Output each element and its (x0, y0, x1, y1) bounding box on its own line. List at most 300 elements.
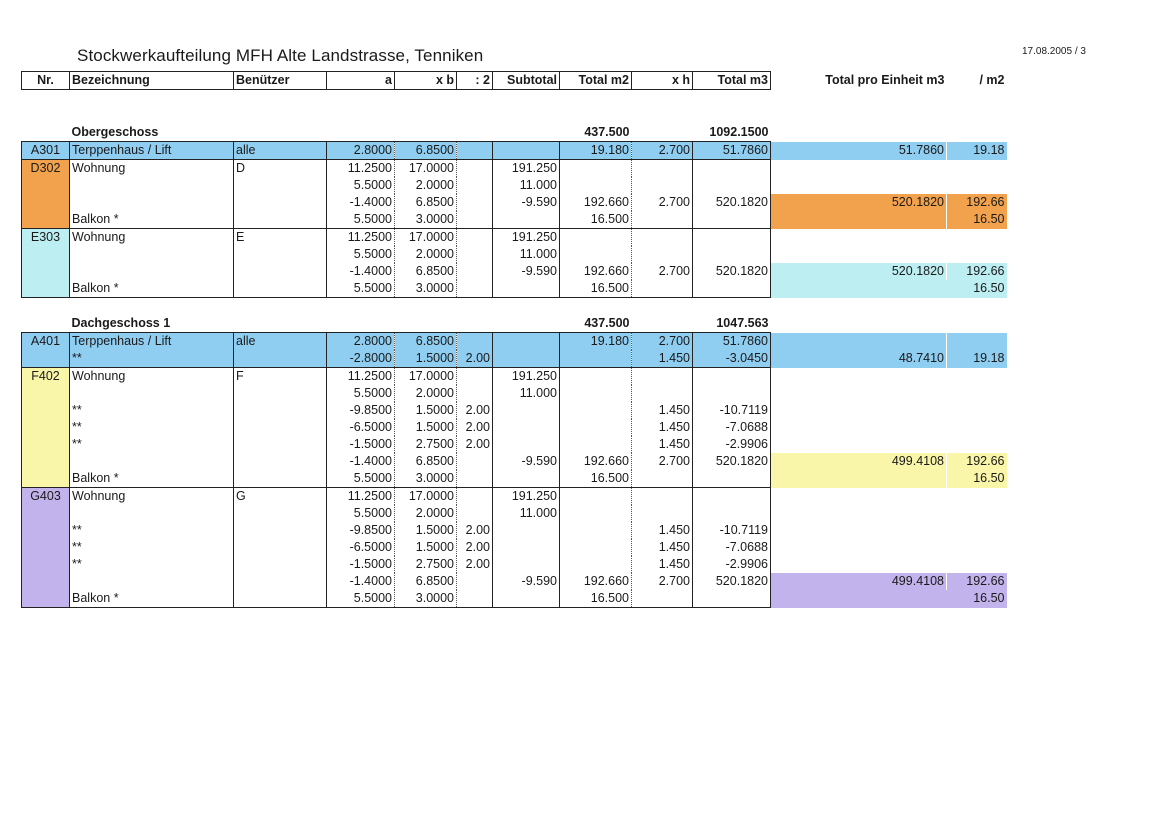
einheit-m2-cell (947, 402, 1007, 419)
xh-cell (632, 298, 693, 316)
einheit-m2-cell (947, 505, 1007, 522)
total-m3-cell: 1092.1500 (709, 125, 769, 139)
benutzer-cell: D (234, 160, 327, 178)
benutzer-cell (234, 280, 327, 298)
table-row (22, 470, 1007, 488)
xh-cell (632, 211, 693, 229)
xb-cell (395, 298, 457, 316)
total-einheit-m3-cell: 520.1820 (771, 263, 947, 280)
a-cell: 5.5000 (327, 211, 395, 229)
bezeichnung-cell: ** (70, 419, 234, 436)
div2-cell (457, 142, 493, 160)
xb-cell: 17.0000 (395, 160, 457, 178)
total-m3-cell (693, 590, 771, 608)
xh-cell (632, 368, 693, 386)
subtotal-cell (493, 107, 560, 124)
total-einheit-m3-cell (771, 107, 947, 124)
einheit-m2-cell: 19.18 (947, 142, 1007, 160)
total-m2-cell: 16.500 (560, 470, 632, 488)
xh-cell: 2.700 (632, 194, 693, 211)
einheit-m2-cell (947, 90, 1007, 108)
total-m2-cell (560, 385, 632, 402)
subtotal-cell: -9.590 (493, 194, 560, 211)
einheit-m2-cell: 19.18 (947, 350, 1007, 368)
benutzer-cell (234, 436, 327, 453)
total-m3-cell: -2.9906 (693, 556, 771, 573)
nr-cell: A401 (22, 333, 70, 351)
total-einheit-m3-cell: 48.7410 (771, 350, 947, 368)
xh-cell (632, 124, 693, 142)
xh-cell (632, 177, 693, 194)
subtotal-cell (493, 436, 560, 453)
div2-cell (457, 246, 493, 263)
div2-cell (457, 280, 493, 298)
table-row (22, 229, 1007, 247)
table-row (22, 350, 1007, 368)
subtotal-cell: -9.590 (493, 263, 560, 280)
subtotal-cell (493, 539, 560, 556)
a-cell: 11.2500 (327, 488, 395, 506)
total-einheit-m3-cell (771, 419, 947, 436)
subtotal-cell: 191.250 (493, 368, 560, 386)
xb-cell: 3.0000 (395, 590, 457, 608)
xb-cell (395, 107, 457, 124)
a-cell: 2.8000 (327, 142, 395, 160)
bezeichnung-cell: Terppenhaus / Lift (70, 333, 234, 351)
total-m3-cell (693, 90, 771, 108)
einheit-m2-cell (947, 315, 1007, 333)
subtotal-cell (493, 124, 560, 142)
div2-cell (457, 298, 493, 316)
total-m3-cell: 520.1820 (693, 573, 771, 590)
total-m3-cell: -10.7119 (693, 522, 771, 539)
nr-cell (22, 280, 70, 298)
nr-cell (22, 194, 70, 211)
div2-cell: 2.00 (457, 522, 493, 539)
total-m2-cell: 192.660 (560, 194, 632, 211)
table-row (22, 177, 1007, 194)
a-cell: 5.5000 (327, 280, 395, 298)
einheit-m2-cell (947, 436, 1007, 453)
bezeichnung-cell: ** (70, 556, 234, 573)
header-total-m2: Total m2 (560, 72, 632, 90)
nr-cell (22, 539, 70, 556)
einheit-m2-cell: 192.66 (947, 194, 1007, 211)
header-benutzer: Benützer (234, 72, 327, 90)
div2-cell: 2.00 (457, 556, 493, 573)
header-bezeichnung: Bezeichnung (70, 72, 234, 90)
total-m2-cell (560, 298, 632, 316)
a-cell: -9.8500 (327, 522, 395, 539)
div2-cell (457, 315, 493, 333)
einheit-m2-cell (947, 229, 1007, 247)
a-cell: -1.4000 (327, 453, 395, 470)
a-cell: 5.5000 (327, 590, 395, 608)
div2-cell (457, 385, 493, 402)
div2-cell (457, 505, 493, 522)
xb-cell (395, 315, 457, 333)
xh-cell: 2.700 (632, 142, 693, 160)
total-m3-cell (693, 505, 771, 522)
table-row (22, 505, 1007, 522)
xh-cell: 1.450 (632, 350, 693, 368)
total-m3-cell (693, 470, 771, 488)
subtotal-cell (493, 142, 560, 160)
table-row (22, 211, 1007, 229)
einheit-m2-cell (947, 160, 1007, 178)
xb-cell (395, 90, 457, 108)
div2-cell: 2.00 (457, 436, 493, 453)
a-cell (327, 315, 395, 333)
xb-cell: 6.8500 (395, 453, 457, 470)
total-m2-cell (560, 402, 632, 419)
total-m3-cell (693, 211, 771, 229)
nr-cell (22, 90, 70, 108)
a-cell: 11.2500 (327, 160, 395, 178)
xb-cell: 6.8500 (395, 263, 457, 280)
total-einheit-m3-cell (771, 539, 947, 556)
a-cell: 2.8000 (327, 333, 395, 351)
nr-cell (22, 246, 70, 263)
div2-cell (457, 453, 493, 470)
a-cell: 5.5000 (327, 246, 395, 263)
xb-cell: 1.5000 (395, 419, 457, 436)
nr-cell (22, 315, 70, 333)
bezeichnung-cell: Wohnung (70, 368, 234, 386)
xb-cell: 3.0000 (395, 280, 457, 298)
subtotal-cell (493, 333, 560, 351)
total-einheit-m3-cell (771, 280, 947, 298)
benutzer-cell (234, 590, 327, 608)
benutzer-cell (234, 470, 327, 488)
benutzer-cell (234, 124, 327, 142)
benutzer-cell (234, 419, 327, 436)
total-m2-cell (560, 419, 632, 436)
total-einheit-m3-cell (771, 229, 947, 247)
bezeichnung-cell: Wohnung (70, 160, 234, 178)
total-einheit-m3-cell (771, 470, 947, 488)
total-m3-cell (693, 368, 771, 386)
subtotal-cell (493, 419, 560, 436)
bezeichnung-cell: Terppenhaus / Lift (70, 142, 234, 160)
benutzer-cell (234, 194, 327, 211)
table-row (22, 556, 1007, 573)
bezeichnung-cell: Obergeschoss (71, 125, 159, 139)
total-m3-cell (693, 177, 771, 194)
total-einheit-m3-cell (771, 488, 947, 506)
div2-cell (457, 90, 493, 108)
subtotal-cell (493, 211, 560, 229)
nr-cell (22, 505, 70, 522)
einheit-m2-cell (947, 539, 1007, 556)
table-row (22, 453, 1007, 470)
total-m2-cell (560, 505, 632, 522)
xh-cell: 2.700 (632, 453, 693, 470)
total-einheit-m3-cell (771, 436, 947, 453)
xb-cell: 17.0000 (395, 488, 457, 506)
total-m3-cell (693, 280, 771, 298)
total-m2-cell (560, 539, 632, 556)
total-m3-cell: -3.0450 (693, 350, 771, 368)
total-m3-cell (693, 107, 771, 124)
header-div2: : 2 (457, 72, 493, 90)
table-row (22, 246, 1007, 263)
total-einheit-m3-cell: 499.4108 (771, 453, 947, 470)
einheit-m2-cell (947, 107, 1007, 124)
table-row (22, 522, 1007, 539)
benutzer-cell: alle (234, 333, 327, 351)
bezeichnung-cell: ** (70, 402, 234, 419)
total-einheit-m3-cell (771, 368, 947, 386)
xb-cell: 6.8500 (395, 194, 457, 211)
nr-cell: E303 (22, 229, 70, 247)
table-row (22, 368, 1007, 386)
total-m2-cell (560, 522, 632, 539)
bezeichnung-cell: ** (70, 522, 234, 539)
a-cell: 5.5000 (327, 505, 395, 522)
einheit-m2-cell: 16.50 (947, 590, 1007, 608)
a-cell: 5.5000 (327, 177, 395, 194)
nr-cell (22, 402, 70, 419)
div2-cell (457, 573, 493, 590)
nr-cell: F402 (22, 368, 70, 386)
a-cell: -2.8000 (327, 350, 395, 368)
xb-cell: 3.0000 (395, 470, 457, 488)
xh-cell: 1.450 (632, 539, 693, 556)
einheit-m2-cell (947, 488, 1007, 506)
xb-cell: 6.8500 (395, 333, 457, 351)
benutzer-cell: alle (234, 142, 327, 160)
total-m2-cell: 16.500 (560, 590, 632, 608)
document-date: 17.08.2005 / 3 (1022, 46, 1086, 57)
total-einheit-m3-cell (771, 124, 947, 142)
a-cell: -6.5000 (327, 539, 395, 556)
benutzer-cell (234, 573, 327, 590)
xb-cell: 17.0000 (395, 229, 457, 247)
nr-cell: D302 (22, 160, 70, 178)
total-m3-cell: -2.9906 (693, 436, 771, 453)
subtotal-cell (493, 350, 560, 368)
xh-cell: 1.450 (632, 402, 693, 419)
xb-cell: 2.7500 (395, 556, 457, 573)
xh-cell (632, 280, 693, 298)
table-row (22, 280, 1007, 298)
nr-cell (22, 124, 70, 142)
header-row (22, 72, 1007, 90)
total-einheit-m3-cell (771, 177, 947, 194)
a-cell: -1.4000 (327, 194, 395, 211)
subtotal-cell: 11.000 (493, 505, 560, 522)
xb-cell: 1.5000 (395, 402, 457, 419)
a-cell (327, 124, 395, 142)
table-row (22, 263, 1007, 280)
xb-cell: 1.5000 (395, 350, 457, 368)
total-m2-cell: 192.660 (560, 263, 632, 280)
div2-cell (457, 590, 493, 608)
header-total-einheit-m3: Total pro Einheit m3 (825, 73, 945, 87)
einheit-m2-cell (947, 124, 1007, 142)
xh-cell (632, 315, 693, 333)
header-einheit-m2: / m2 (979, 73, 1005, 87)
subtotal-cell: -9.590 (493, 453, 560, 470)
table-body (22, 72, 1007, 608)
a-cell (327, 107, 395, 124)
xh-cell (632, 590, 693, 608)
a-cell: 11.2500 (327, 229, 395, 247)
div2-cell (457, 488, 493, 506)
total-m2-cell: 437.500 (584, 125, 630, 139)
table-row (22, 573, 1007, 590)
xh-cell (632, 505, 693, 522)
bezeichnung-cell: Balkon * (70, 470, 234, 488)
spacer-row (22, 90, 1007, 108)
total-m3-cell: -7.0688 (693, 419, 771, 436)
subtotal-cell (493, 470, 560, 488)
total-m3-cell: 520.1820 (693, 453, 771, 470)
total-einheit-m3-cell (771, 385, 947, 402)
benutzer-cell (234, 402, 327, 419)
benutzer-cell (234, 453, 327, 470)
div2-cell: 2.00 (457, 350, 493, 368)
xh-cell (632, 107, 693, 124)
subtotal-cell: 191.250 (493, 488, 560, 506)
benutzer-cell (234, 385, 327, 402)
a-cell (327, 90, 395, 108)
subtotal-cell: 11.000 (493, 385, 560, 402)
div2-cell: 2.00 (457, 402, 493, 419)
total-m2-cell (560, 177, 632, 194)
div2-cell (457, 470, 493, 488)
total-m2-cell (560, 488, 632, 506)
bezeichnung-cell (70, 246, 234, 263)
spacer-row (22, 298, 1007, 316)
total-m2-cell: 192.660 (560, 573, 632, 590)
subtotal-cell (493, 556, 560, 573)
total-m2-cell (560, 556, 632, 573)
subtotal-cell: 191.250 (493, 160, 560, 178)
nr-cell (22, 419, 70, 436)
spacer-row (22, 107, 1007, 124)
nr-cell: G403 (22, 488, 70, 506)
benutzer-cell (234, 177, 327, 194)
nr-cell (22, 436, 70, 453)
einheit-m2-cell (947, 368, 1007, 386)
benutzer-cell (234, 556, 327, 573)
total-m3-cell (693, 160, 771, 178)
xb-cell (395, 124, 457, 142)
total-einheit-m3-cell (771, 246, 947, 263)
bezeichnung-cell: Wohnung (70, 229, 234, 247)
total-einheit-m3-cell (771, 90, 947, 108)
total-m2-cell (560, 368, 632, 386)
total-m2-cell: 19.180 (560, 142, 632, 160)
total-m3-cell (693, 246, 771, 263)
div2-cell (457, 107, 493, 124)
header-subtotal: Subtotal (493, 72, 560, 90)
nr-cell (22, 590, 70, 608)
subtotal-cell (493, 280, 560, 298)
benutzer-cell: E (234, 229, 327, 247)
nr-cell (22, 453, 70, 470)
nr-cell (22, 556, 70, 573)
total-m3-cell: 51.7860 (693, 142, 771, 160)
xh-cell: 1.450 (632, 436, 693, 453)
xb-cell: 6.8500 (395, 573, 457, 590)
einheit-m2-cell: 16.50 (947, 211, 1007, 229)
total-m3-cell (693, 385, 771, 402)
document-title: Stockwerkaufteilung MFH Alte Landstrasse, Tenniken (77, 46, 484, 65)
total-m2-cell (560, 160, 632, 178)
nr-cell (22, 470, 70, 488)
total-einheit-m3-cell (771, 298, 947, 316)
div2-cell (457, 263, 493, 280)
header-nr: Nr. (22, 72, 70, 90)
xb-cell: 2.0000 (395, 385, 457, 402)
total-m2-cell (560, 107, 632, 124)
xb-cell: 6.8500 (395, 142, 457, 160)
einheit-m2-cell (947, 298, 1007, 316)
total-einheit-m3-cell (771, 522, 947, 539)
total-m2-cell (560, 246, 632, 263)
subtotal-cell: 11.000 (493, 246, 560, 263)
einheit-m2-cell: 16.50 (947, 280, 1007, 298)
total-m2-cell: 16.500 (560, 280, 632, 298)
xh-cell: 1.450 (632, 556, 693, 573)
total-m2-cell (560, 436, 632, 453)
benutzer-cell (234, 315, 327, 333)
total-m3-cell (693, 298, 771, 316)
total-m3-cell: -7.0688 (693, 539, 771, 556)
table-row (22, 488, 1007, 506)
bezeichnung-cell (70, 453, 234, 470)
div2-cell (457, 177, 493, 194)
header-a: a (327, 72, 395, 90)
subtotal-cell (493, 90, 560, 108)
einheit-m2-cell (947, 333, 1007, 351)
einheit-m2-cell: 16.50 (947, 470, 1007, 488)
nr-cell (22, 263, 70, 280)
header-xh: x h (632, 72, 693, 90)
xh-cell (632, 470, 693, 488)
subtotal-cell (493, 522, 560, 539)
xh-cell: 2.700 (632, 263, 693, 280)
bezeichnung-cell (70, 505, 234, 522)
xh-cell (632, 229, 693, 247)
einheit-m2-cell (947, 177, 1007, 194)
total-einheit-m3-cell: 51.7860 (771, 142, 947, 160)
benutzer-cell: F (234, 368, 327, 386)
a-cell: -9.8500 (327, 402, 395, 419)
xh-cell: 2.700 (632, 573, 693, 590)
a-cell: 5.5000 (327, 385, 395, 402)
header-total-m3: Total m3 (693, 72, 771, 90)
xh-cell (632, 385, 693, 402)
total-einheit-m3-cell: 520.1820 (771, 194, 947, 211)
total-einheit-m3-cell (771, 556, 947, 573)
nr-cell: A301 (22, 142, 70, 160)
a-cell: 5.5000 (327, 470, 395, 488)
bezeichnung-cell (70, 194, 234, 211)
xh-cell: 1.450 (632, 419, 693, 436)
bezeichnung-cell (70, 385, 234, 402)
xh-cell: 1.450 (632, 522, 693, 539)
div2-cell (457, 194, 493, 211)
bezeichnung-cell (70, 263, 234, 280)
table-row (22, 419, 1007, 436)
a-cell: -1.5000 (327, 436, 395, 453)
benutzer-cell (234, 522, 327, 539)
benutzer-cell (234, 350, 327, 368)
